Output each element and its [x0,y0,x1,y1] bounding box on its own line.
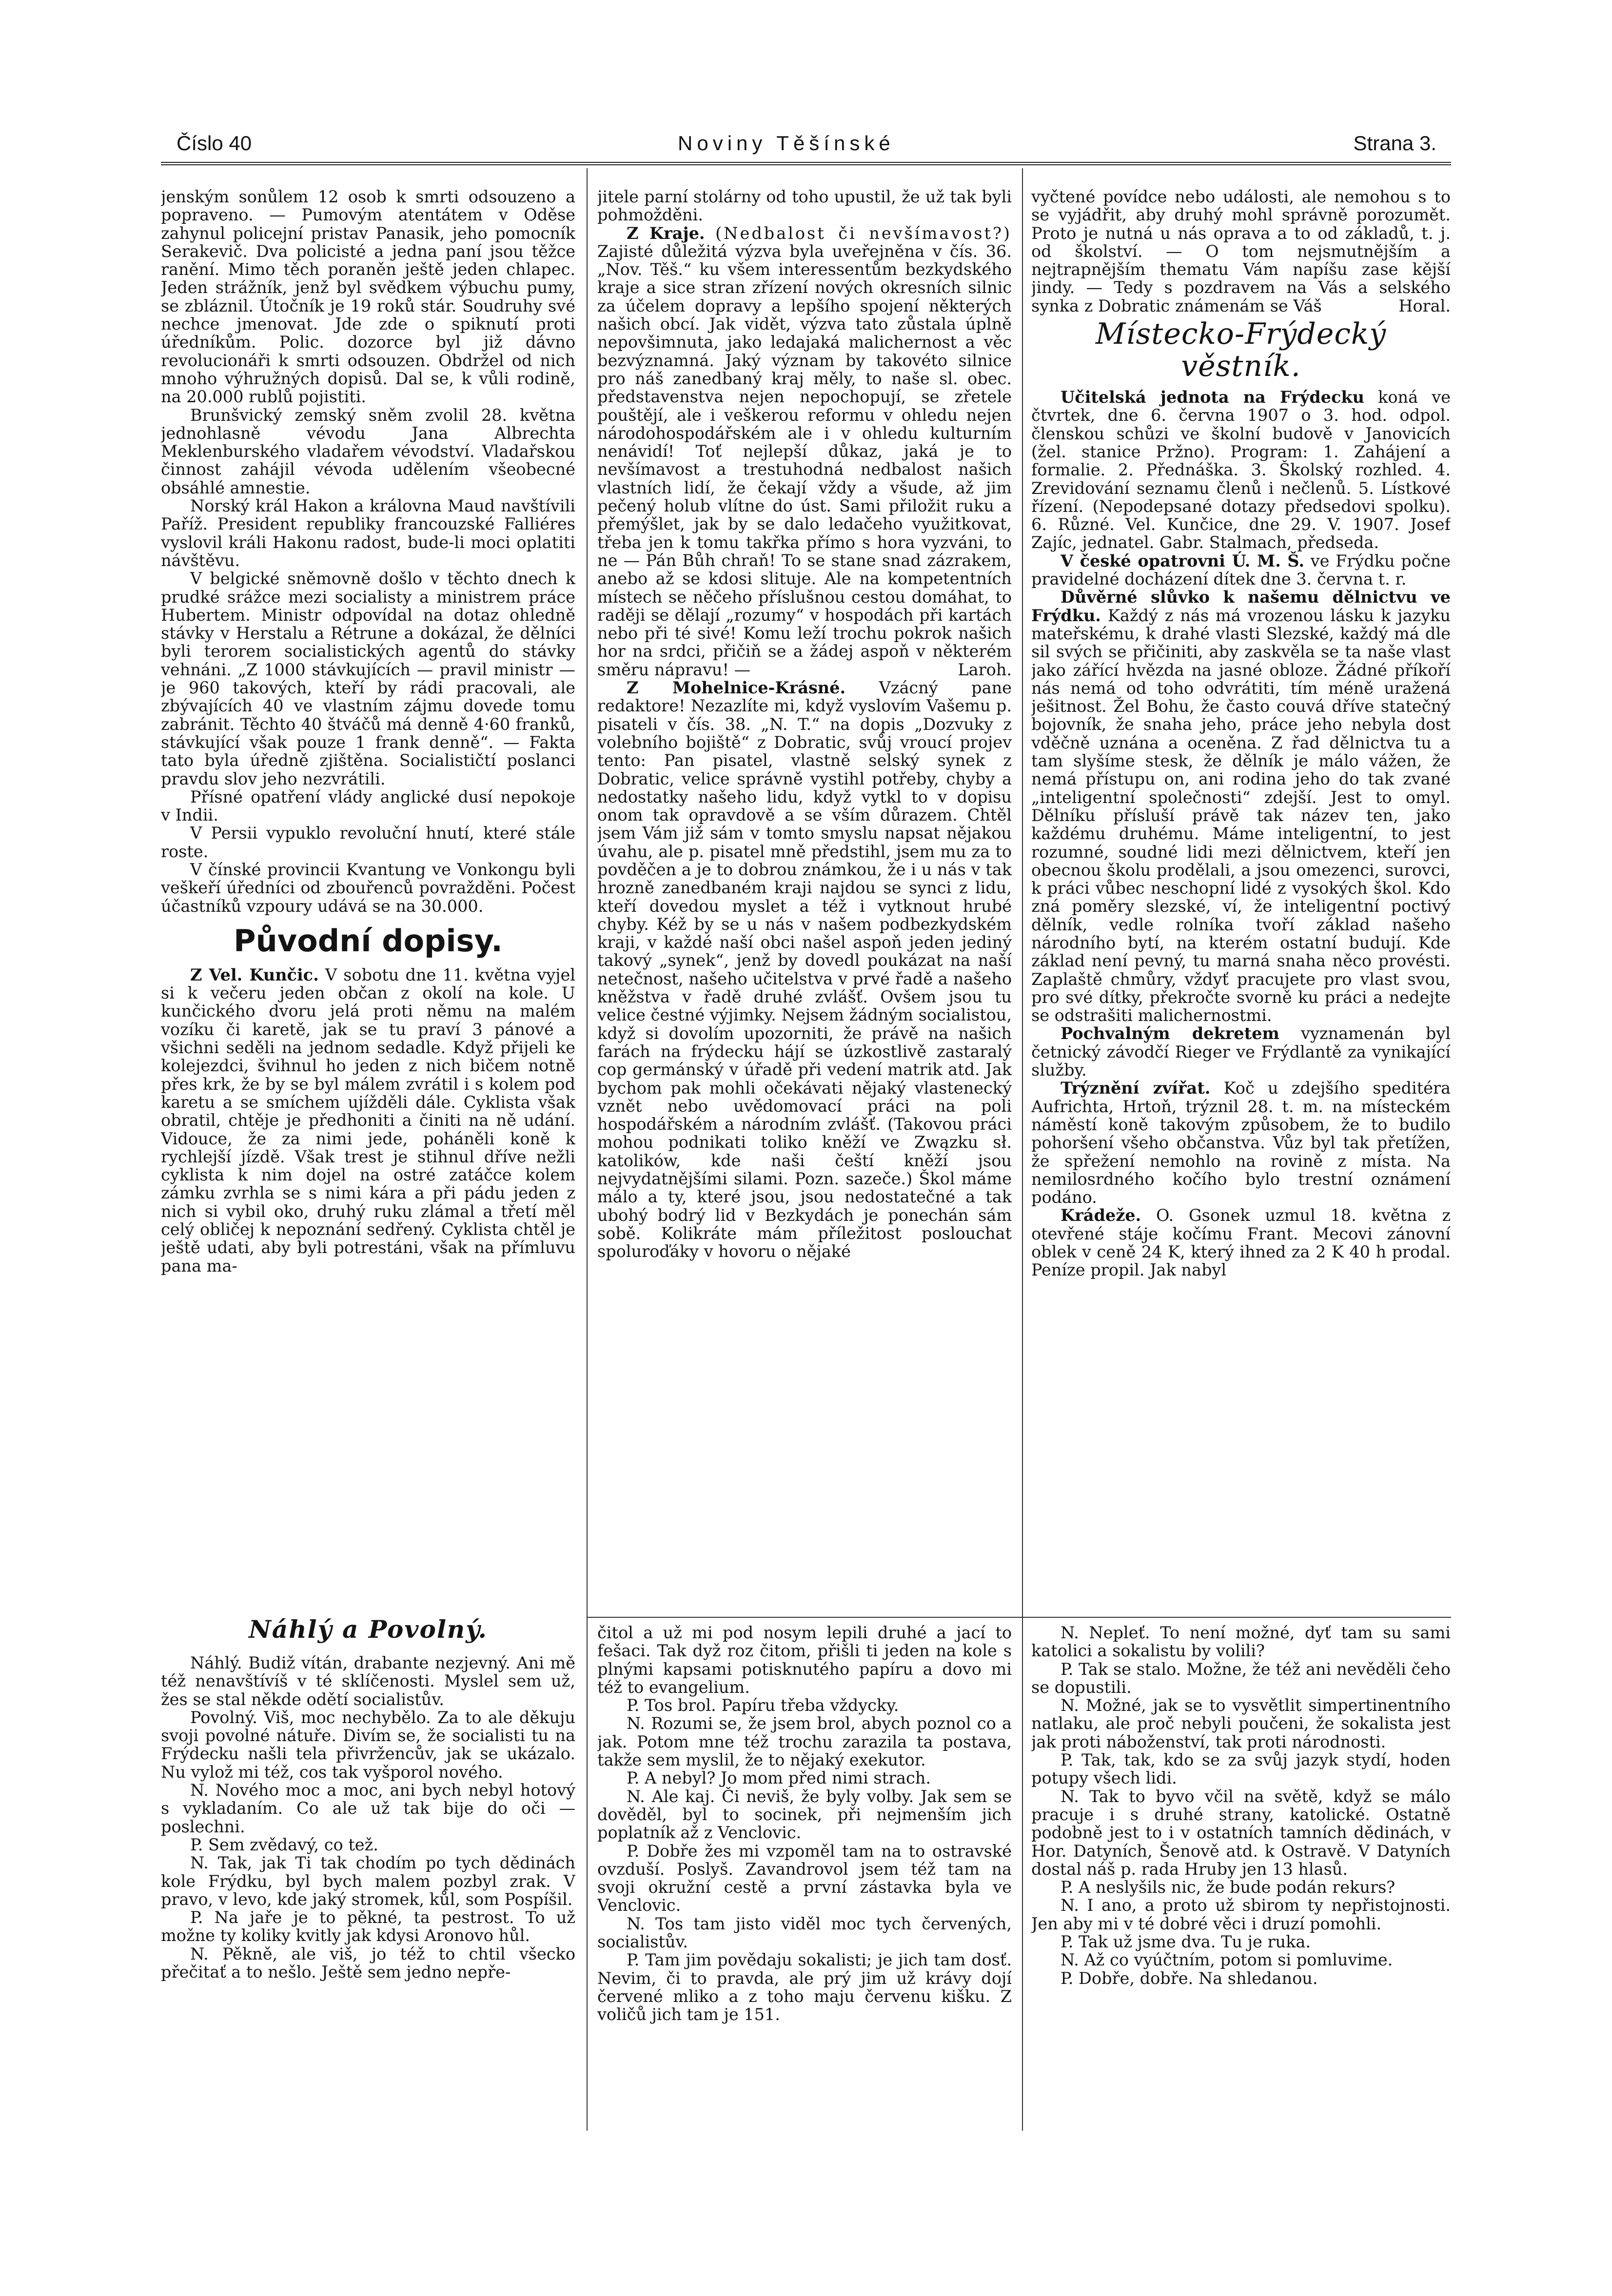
dialogue-heading: Náhlý a Povolný. [249,1615,488,1644]
dialogue-line: Náhlý. Budiž vítán, drabante nezjevný. Ani mě též nenavštívíš v té sklíčenosti. Myslel sem už, žes se stal někde odětí socialistův. [161,1653,575,1709]
article-p1: jenským sonůlem 12 osob k smrti odsouzeno a popraveno. — Pumovým atentátem v Oděse zahynul policejní pristav Panasik, jeho pomocník Serakevič. Dva policisté a jedna paní jsou těžce ranění. Mimo těch poraněn ještě jeden chlapec. Jeden strážník, jenž byl svědkem výbuchu pumy, se zbláznil. Útočník je 19 roků stár. Soudruhy své nechce jmenovat. Jde zde o spiknutí proti úředníkům. Polic. dozorce byl již dávno revolucionáři k smrti odsouzen. Obdržel od nich mnoho výhružných dopisů. Dal se, k vůli rodině, na 20.000 rublů pojistiti. [161,188,575,407]
dialogue-line: P. Dobře žes mi vzpoměl tam na to ostravské ovzduší. Poslyš. Zavandrovol jsem též tam na svoji okružní cestě a první zástavka byla ve Venclovic. [597,1841,1012,1915]
article-p4: V belgické sněmovně došlo v těchto dnech k prudké srážce mezi socialisty a ministrem práce Hubertem. Ministr odpovídal na dotaz ohledně stávky v Herstalu a Rétrune a dokázal, že dělníci byli terorem socialistických agentů do stávky vehnáni. „Z 1000 stávkujících — pravil ministr — je 960 takových, kteří by rádi pracovali, ale zbývajících 40 ve vlastním zájmu dovede tomu zabránit. Těchto 40 štváčů má denně 4·60 franků, stávkující však pouze 1 frank denně“. — Fakta tato byla úředně zjištěna. Socialističtí poslanci pravdu slov jeho nezvrátili. [161,569,575,788]
dialogue-line: N. Tak, jak Ti tak chodím po tych dědinách kole Frýdku, byl bych malem pozbyl zrak. V pravo, v levo, kde jaký stromek, kůl, som Pospíšil. [161,1853,575,1909]
dialogue-line: N. Tak to byvo včil na světě, když se málo pracuje i s druhé strany, katolické. Ostatně podobně jest to i v ostatních tamních dědinách, v Hor. Datyních, Šenově atd. k Ostravě. V Datyních dostal náš p. rada Hruby jen 13 hlasů. [1031,1786,1451,1879]
letter-body: Vzácný pane redaktore! Nezazlíte mi, když vyslovím Vašemu p. pisateli v čís. 38. „N. T.“ na dopis „Dozvuky z volebního bojiště“ z Dobratic, svůj vroucí projev tento: Pan pisatel, vlastně selský synek z Dobratic, velice správně vystihl potřeby, chyby a nedostatky našeho lidu, když vytkl to v dopisu onom tak opravdově a se vším důrazem. Chtěl jsem Vám již sám v tomto smyslu napsat nějakou úvahu, ale p. pisatel mně předstihl, jsem mu za to povděčen a je to dobrou známkou, že i u nás v tak hrozně zanedbaném kraji najdou se synci z lidu, kteří dovedou myslet a též i vytknout hrubé chyby. Kéž by se u nás v našem podbezkydském kraji, v každé naší obci našel aspoň jeden jediný takový „synek“, jenž by dovedl poukázat na naší netečnost, našeho učitelstva v prvé řadě a našeho kněžstva v řadě druhé zvlášť. Ovšem jsou tu velice čestné výjimky. Nejsem žádným socialistou, když si dovolím upozorniti, že právě na našich farách na frýdecku hájí se úzkostlivě zastaralý cop germánský v úřadě při vedení matrik atd. Jak bychom pak mohli očekávati nějaký vlastenecký vznět nebo uvědomovací práci na poli hospodářském a národním zvlášť. (Takovou práci mohou podnikati toliko kněží ve Zwązku sł. katolików, kde naši čeští kněží jsou nejvydatnějšími silami. Pozn. sazeče.) Škol máme málo a ty, které jsou, jsou nedostatečné a tak ubohý bodrý lid v Bezkydách je ponechán sám sobě. Kolikráte mám příležitost poslouchat spoluroďáky v hovoru o nějaké [597,678,1012,1261]
news-item [1031,388,1451,552]
section-rule-3 [1022,1617,1451,1618]
letter-body: Zajisté důležitá výzva byla uveřejněna v čís. 36. „Nov. Těš.“ ku všem interessentům bezkydského kraje a sice stran zřízení nových okresních silnic za účelem dopravy a lepšího spojení některých našich obcí. Jak vidět, výzva tato zůstala úplně nepovšimnuta, jako ledajaká malichernost a věc bezvýznamná. Jaký význam by takovéto silnice pro náš zanedbaný kraj měly, to naše sl. obec. představenstva nejen nepochopují, se zřetele pouštějí, ale i veškerou reformu v ohledu nejen národohospodářském ale i v ohledu kulturním nenávidí! Toť nejlepší důkaz, jaká je to nevšímavost a trestuhodná nedbalost našich vlastních lidí, že čekají vždy a všude, až jim pečený holub vlítne do úst. Sami přiložit ruku a přemýšlet, jak by se dalo ledačeho využitkovat, třeba jen k tomu takřka přímo s hora vyzváni, to ne — Pán Bůh chraň! To se stane snad zázrakem, anebo až se kdosi slituje. Ale na kompetentních místech se něčeho příslušnou cestou domáhat, to raději se dělají „rozumy“ v hospodách při kartách nebo při té sivé! Komu leží trochu pokrok našich hor na srdci, přičiň se a žádej aspoň v některém směru nápravu! — [597,241,1012,679]
letter-vel-kuncice [161,966,575,1275]
news-item [1031,552,1451,589]
news-body: Každý z nás má vrozenou lásku k jazyku mateřskému, k drahé vlasti Slezské, každý má dle sil svých se přičiniti, aby zaskvěla se ta naše vlast jako zářící hvězda na jasné obloze. Žádné příkoří nás nemá od toho odvrátiti, tím méně uražená ješitnost. Žel Bohu, že často couvá dříve statečný bojovník, že snaha jeho, práce jeho nebyla dost vděčně uznána a oceněna. Z řad dělnictva tu a tam slyšíme stesk, že dělník je málo vážen, že nemá přístupu on, ani rodina jeho do tak zvané „inteligentní společnosti“ zdejší. Jest to omyl. Dělníku přísluší právě tak název ten, jako každému druhému. Máme inteligentní, to jest rozumné, soudné lidi mezi dělnictvem, kteří jen obecnou školu prodělali, a jsou omezenci, surovci, k práci vůbec neschopní lidé z vysokých škol. Kdo zná poměry slezské, ví, že inteligentní poctivý dělník, vedle rolníka tvoří základ našeho národního bytí, na kterém ostatní budují. Kde základ není pevný, tu marná snaha něco provésti. Zaplaště chmůry, vždyť pracujete pro vlast svou, pro své dítky, překročte svorně ku práci a nedejte se odstrašiti malichernostmi. [1031,606,1451,1025]
section-heading-local-news: Místecko-Frýdecký věstník. [1095,317,1387,384]
section-rule [587,1617,1022,1618]
dialogue-line: N. Nepleť. To není možné, dyť tam su sami katolici a sokalistu by volili? [1031,1624,1451,1661]
dialogue-line: N. Možné, jak se to vysvětlit simpertinentního natlaku, ale proč nebyli poučeni, že sokalista jest jak proti náboženství, tak proti národnosti. [1031,1696,1451,1751]
dialogue-line: N. Až co vyúčtním, potom si pomluvime. [1061,1950,1393,1970]
dialogue-line: P. Tam jim povědaju sokalisti; je jich tam dosť. Nevim, či to pravda, ale prý jim už krávy dojí červené mliko a z toho maju červenu kišku. Z voličů jich tam je 151. [597,1950,1012,2024]
column-rule-2 [1022,168,1023,2131]
letter-continuation [1031,188,1451,315]
news-lead: Trýznění zvířat. [1061,1079,1211,1098]
issue-number: Číslo 40 [177,132,252,155]
article-p7: V čínské provincii Kvantung ve Vonkongu byli veškeří úředníci od zbouřenců povražděni. Počest účastníků vzpoury udává se na 30.000. [161,860,575,916]
column-3-bottom [1031,1624,1451,2131]
article-p3: Norský král Hakon a královna Maud navštívili Paříž. President republiky francouzské Falliéres vyslovil králi Hakonu radost, bude-li moci oplatiti návštěvu. [161,496,575,570]
dialogue-line: N. Pěkně, ale viš, jo též to chtil všecko přečitať a to nešlo. Ještě sem jedno nepře- [161,1944,575,1982]
section-heading-original-letters: Původní dopisy. [234,922,503,959]
letter-mohelnice [597,679,1012,1261]
news-lead: Pochvalným dekretem [1061,1024,1279,1043]
masthead: Noviny Těšínské [678,132,895,155]
letter-z-kraje [597,224,1012,679]
dialogue-line: N. Ale kaj. Či neviš, že byly volby. Jak sem se dověděl, byl to socinek, při nejmenším jich poplatník až z Venclovic. [597,1786,1012,1843]
letter-body: vyčtené povídce nebo události, ale nemohou s to se vyjádřit, aby druhý mohl správně porozumět. Proto je nutná u nás oprava a to od základů, t. j. od školství. — O tom nejsmutnějším a nejtrapnějším thematu Vám napíšu zase kější jindy. — Tedy s pozdravem na Vás a selského synka z Dobratic známenám se Váš [1031,188,1451,315]
column-3-top [1031,188,1451,1607]
dialogue-line: N. I ano, a proto už sbirom ty nepřistojnosti. Jen aby mi v té dobré věci i druzí pomohli. [1031,1896,1451,1933]
news-lead: Krádeže. [1061,1206,1141,1225]
dialogue-line: N. Tos tam jisto viděl moc tych červených, socialistův. [597,1914,1012,1952]
letter-body: V sobotu dne 11. května vyjel si k večeru jeden občan z okolí na kole. U kunčického dvoru jelá proti němu na malém vozíku či karetě, jak se tu praví 3 pánové a všichni seděli na jednom sedadle. Když přijeli ke kolejezdci, švihnul ho jeden z nich bičem notně přes krk, že by se byl málem zvrátil i s kolem pod karetu a se smíchem ujížděli dále. Cyklista však obratil, chtěje je předhoniti a činiti na ně udání. Vidouce, že za nimi jede, poháněli koně k rychlejší jízdě. Však trest je stihnul dříve nežli cyklista k nim dojel na ostré zatáčce kolem zámku zvrhla se s nimi kára a při pádu jeden z nich si vybil oko, druhý ruku zlámal a třetí měl celý obličej k nepoznání sedřený. Cyklista chtěl je ještě udati, aby byli potrestáni, však na přímluvu pana ma- [161,965,575,1276]
news-lead: Učitelská jednota na Frýdecku [1061,388,1364,407]
article-p6: V Persii vypuklo revoluční hnutí, které stále roste. [161,824,575,861]
news-body: Koč u zdejšího speditéra Aufrichta, Hrtoň, trýznil 28. t. m. na místeckém náměstí koně takovým způsobem, že to budilo pohoršení všeho občanstva. Vůz byl tak přetížen, že spřežení nemohlo na rovině z místa. Na nemilosrdného kočího bylo trestní oznámení podáno. [1031,1079,1451,1207]
news-item [1031,1079,1451,1206]
dialogue-line: P. Tak se stalo. Možne, že též ani nevěděli čeho se dopustili. [1031,1659,1451,1697]
letter-lead: Z Kraje. [627,223,705,243]
news-lead: Důvěrné slůvko k našemu dělnictvu ve Frýdku. [1031,588,1451,625]
column-1-bottom [161,1604,575,2131]
article-p2: Brunšvický zemský sněm zvolil 28. května jednohlasně vévodu Jana Albrechta Meklenburského vladařem vévodství. Vladařskou činnost zahájil vévoda udělením všeobecné obsáhlé amnestie. [161,405,575,497]
column-2-top [597,188,1012,1607]
dialogue-line: P. Sem zvědavý, co tež. [190,1835,378,1854]
column-1-top [161,188,575,1599]
news-item [1031,1206,1451,1279]
news-body: koná ve čtvrtek, dne 6. června 1907 o 3. hod. odpol. členskou schůzi ve školní budově v Janovicích (žel. stanice Pržno). Program: 1. Zahájení a formalie. 2. Přednáška. 3. Školský rozhled. 4. Zrevidování seznamu členů i nečlenů. 5. Lístkové řízení. (Nepodepsané dotazy předsedovi spolku). 6. Různé. Vel. Kunčice, dne 29. V. 1907. Josef Zajíc, jednatel. Gabr. Stalmach, předseda. [1031,388,1451,552]
news-body: O. Gsonek uzmul 18. května z otevřené stáje kočímu Frant. Mecovi zánovní oblek v ceně 24 K, který ihned za 2 K 40 h prodal. Peníze propil. Jak nabyl [1031,1206,1451,1280]
header-rule [161,162,1451,165]
dialogue-line: P. Dobře, dobře. Na shledanou. [1061,1968,1318,1988]
page-number: Strana 3. [1353,132,1436,155]
dialogue-line: Povolný. Viš, moc nechybělo. Za to ale děkuju svoji povolné nátuře. Divím se, že socialisti tu na Frýdecku našli tela přivržencův, jak se ukázalo. Nu vylož mi též, cos tak vyšporol nového. [161,1707,575,1782]
dialogue-line: P. A neslyšils nic, že bude podán rekurs? [1061,1878,1396,1897]
dialogue-line: P. Tak, tak, kdo se za svůj jazyk stydí, hoden potupy všech lidi. [1031,1750,1451,1788]
dialogue-line: N. Rozumi se, že jsem brol, abych poznol co a jak. Potom mne též trochu zarazila ta postava, takže sem myslil, že to nějaký exekutor. [597,1714,1012,1770]
dialogue-line: P. Tos brol. Papíru třeba vždycky. [627,1696,899,1715]
column-2-bottom [597,1624,1012,2131]
column-rule-1 [587,168,588,2131]
news-body: ve Frýdku počne pravidelné docházení dítek dne 3. června t. r. [1031,551,1451,589]
letter-lead: Z Vel. Kunčic. [190,965,319,984]
dialogue-line: čitol a už mi pod nosym lepili druhé a jací to fešaci. Tak dyž roz čitom, přišli ti jeden na kole s plnými kapsami potisknutého papíru a dovo mi též to evangelium. [597,1624,1012,1697]
page-header [161,128,1451,162]
dialogue-line: P. Na jaře je to pěkné, ta pestrost. To už možne ty koliky kvitly jak kdysi Aronovo hůl. [161,1908,575,1945]
dialogue-line: N. Nového moc a moc, ani bych nebyl hotový s vykladaním. Co ale už tak bije do oči — poslechni. [161,1781,575,1836]
letter-signature: Horal. [1398,296,1451,315]
article-continuation: jitele parní stolárny od toho upustil, že už tak byli pohmožděni. [597,188,1012,225]
letter-signature: Laroh. [958,660,1012,679]
article-p5: Přísné opatření vlády anglické dusí nepokoje v Indii. [161,787,575,825]
news-lead: V české opatrovni Ú. M. Š. [1061,551,1305,570]
dialogue-line: P. Tak už jsme dva. Tu je ruka. [1061,1932,1311,1952]
news-body: vyznamenán byl četnický závodčí Rieger ve Frýdlantě za vynikající služby. [1031,1024,1451,1080]
letter-lead: Z Mohelnice-Krásné. [627,678,846,698]
news-item [1031,588,1451,1024]
letter-subtitle: (Nedbalost či nevšímavost?) [715,223,1012,243]
dialogue-line: P. A nebyl? Jo mom před nimi strach. [627,1768,931,1788]
news-item [1031,1024,1451,1079]
